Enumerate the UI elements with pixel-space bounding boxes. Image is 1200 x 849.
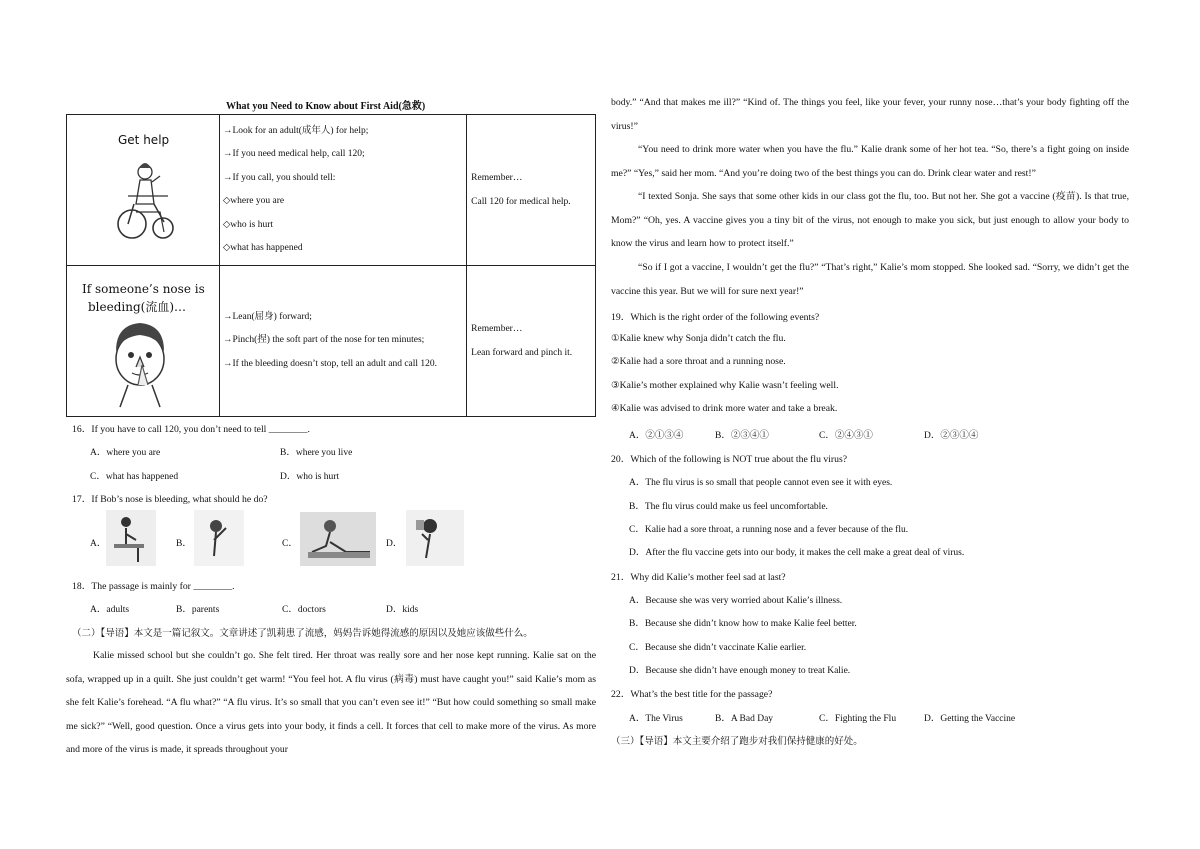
- q20-option-d[interactable]: D．After the flu vaccine gets into our body, it makes the cell make a great deal of virus.: [629, 548, 965, 558]
- nosebleed-label-line1: If someone’s nose is: [82, 282, 205, 296]
- q18-option-c[interactable]: C．doctors: [282, 605, 326, 615]
- q19-event: ④Kalie was advised to drink more water and take a break.: [611, 403, 838, 414]
- q22-option-b[interactable]: B．A Bad Day: [715, 714, 774, 724]
- q19-event: ②Kalie had a sore throat and a running nose.: [611, 356, 786, 367]
- q18-option-b[interactable]: B．parents: [176, 605, 220, 615]
- sitting-person-image: [106, 510, 156, 566]
- remember-text: Call 120 for medical help.: [471, 197, 571, 207]
- get-help-steps: [220, 115, 467, 266]
- wheelchair-person-illustration: [68, 116, 218, 264]
- section-2-header: （二）【导语】本文是一篇记叙文。文章讲述了凯莉患了流感，妈妈告诉她得流感的原因以及她应该做些什么。: [72, 628, 533, 639]
- nosebleed-steps: [220, 266, 467, 417]
- q17-option-d-label[interactable]: D．: [386, 539, 403, 549]
- q18-option-a[interactable]: A．adults: [90, 605, 130, 615]
- q21-option-c[interactable]: C．Because she didn’t vaccinate Kalie earlier.: [629, 643, 807, 653]
- q17-option-a-label[interactable]: A．: [90, 539, 107, 549]
- q19-option-b[interactable]: B．②③④①: [715, 431, 769, 441]
- step-text: →If you need medical help, call 120;: [223, 149, 365, 159]
- question-17-stem: 17．If Bob’s nose is bleeding, what should he do?: [72, 494, 268, 505]
- get-help-illustration: [68, 116, 218, 264]
- get-help-label: Get help: [118, 133, 170, 147]
- q22-option-d[interactable]: D．Getting the Vaccine: [924, 714, 1016, 724]
- nosebleed-illustration: [68, 267, 218, 415]
- table-row: [67, 266, 596, 417]
- step-text: ◇what has happened: [223, 243, 303, 253]
- question-21-stem: 21．Why did Kalie’s mother feel sad at last?: [611, 572, 786, 583]
- q18-option-d[interactable]: D．kids: [386, 605, 419, 615]
- child-pinching-nose-illustration: [68, 267, 218, 415]
- q20-option-c[interactable]: C．Kalie had a sore throat, a running nose and a fever because of the flu.: [629, 525, 909, 535]
- question-22-stem: 22．What’s the best title for the passage?: [611, 689, 773, 700]
- q22-option-c[interactable]: C．Fighting the Flu: [819, 714, 897, 724]
- table-row: [67, 115, 596, 266]
- remember-label: Remember…: [471, 173, 523, 183]
- question-19-stem: 19．Which is the right order of the following events?: [611, 312, 820, 323]
- q17-option-c-label[interactable]: C．: [282, 539, 298, 549]
- q20-option-b[interactable]: B．The flu virus could make us feel uncomfortable.: [629, 502, 828, 512]
- question-20-stem: 20．Which of the following is NOT true about the flu virus?: [611, 454, 848, 465]
- nosebleed-label-line2: bleeding(流血)…: [88, 300, 187, 314]
- q16-option-a[interactable]: A．where you are: [90, 448, 161, 458]
- q19-event: ③Kalie’s mother explained why Kalie wasn’t feeling well.: [611, 380, 839, 391]
- step-text: →If you call, you should tell:: [223, 172, 336, 183]
- remember-label: Remember…: [471, 324, 523, 334]
- section-3-header: （三）【导语】本文主要介绍了跑步对我们保持健康的好处。: [611, 736, 863, 747]
- q19-event: ①Kalie knew why Sonja didn’t catch the flu.: [611, 333, 786, 344]
- q21-option-d[interactable]: D．Because she didn’t have enough money to treat Kalie.: [629, 666, 851, 676]
- q21-option-b[interactable]: B．Because she didn’t know how to make Kalie feel better.: [629, 619, 857, 629]
- q16-option-b[interactable]: B．where you live: [280, 448, 353, 458]
- step-text: ◇where you are: [223, 196, 285, 206]
- q16-option-c[interactable]: C．what has happened: [90, 472, 179, 482]
- step-text: →Pinch(捏) the soft part of the nose for ten minutes;: [223, 335, 425, 346]
- first-aid-table: [66, 114, 596, 417]
- passage-paragraph: “You need to drink more water when you have the flu.” Kalie drank some of her hot tea. “So, there’s a fight going on inside me?” “Yes,” said her mom. “And you’re doing two of the best things you can do. Drink clear water and rest!”: [611, 144, 1129, 179]
- question-18-stem: 18．The passage is mainly for ________.: [72, 581, 235, 592]
- get-help-remember: [467, 115, 596, 266]
- question-16-stem: 16．If you have to call 120, you don’t need to tell ________.: [72, 424, 310, 435]
- step-text: →Look for an adult(成年人) for help;: [223, 125, 369, 136]
- passage-text: Kalie missed school but she couldn’t go. She felt tired. Her throat was really sore and her nose kept running. Kalie sat on the sofa, wrapped up in a quilt. She just couldn’t get warm! “You feel hot. A flu virus (病毒) must have caught you!” said Kalie’s mom as she felt Kalie’s forehead. “A flu what?” “A flu virus. It’s so small that you can’t even see it!” “But how could something so small make me sick?” “Well, good question. Once a virus gets into your body, it finds a cell. It forces that cell to make more of the virus. As more and more of the virus is made, it spreads throughout your: [66, 650, 596, 755]
- q17-option-b-label[interactable]: B．: [176, 539, 192, 549]
- passage-paragraph: “I texted Sonja. She says that some other kids in our class got the flu, too. But not her. She got a vaccine (疫苗). Is that true, Mom?” “Oh, yes. A vaccine gives you a tiny bit of the virus, not enough to make you sick, but just enough to allow your body to know the virus and learn how to protect itself.”: [611, 191, 1129, 249]
- get-help-image-cell: [67, 115, 220, 266]
- q20-option-a[interactable]: A．The flu virus is so small that people cannot even see it with eyes.: [629, 478, 893, 488]
- passage-paragraph: body.” “And that makes me ill?” “Kind of. The things you feel, like your fever, your runny nose…that’s your body fighting off the virus!”: [611, 97, 1129, 132]
- nosebleed-image-cell: [67, 266, 220, 417]
- q19-option-c[interactable]: C．②④③①: [819, 431, 873, 441]
- q21-option-a[interactable]: A．Because she was very worried about Kalie’s illness.: [629, 596, 843, 606]
- q22-option-a[interactable]: A．The Virus: [629, 714, 683, 724]
- step-text: →Lean(屈身) forward;: [223, 311, 312, 322]
- q19-option-a[interactable]: A．②①③④: [629, 431, 684, 441]
- passage-paragraph: “So if I got a vaccine, I wouldn’t get the flu?” “That’s right,” Kalie’s mom stopped. She looked sad. “Sorry, we didn’t get the vaccine this year. But we will for sure next year!”: [611, 262, 1129, 297]
- q16-option-d[interactable]: D．who is hurt: [280, 472, 340, 482]
- table-title: What you Need to Know about First Aid(急救): [226, 101, 426, 112]
- head-back-person-image: [194, 510, 244, 566]
- nosebleed-remember: [467, 266, 596, 417]
- remember-text: Lean forward and pinch it.: [471, 348, 573, 358]
- step-text: →If the bleeding doesn’t stop, tell an adult and call 120.: [223, 358, 438, 369]
- q19-option-d[interactable]: D．②③①④: [924, 431, 979, 441]
- lying-down-person-image: [300, 512, 376, 566]
- step-text: ◇who is hurt: [223, 219, 274, 230]
- lean-forward-person-image: [406, 510, 464, 566]
